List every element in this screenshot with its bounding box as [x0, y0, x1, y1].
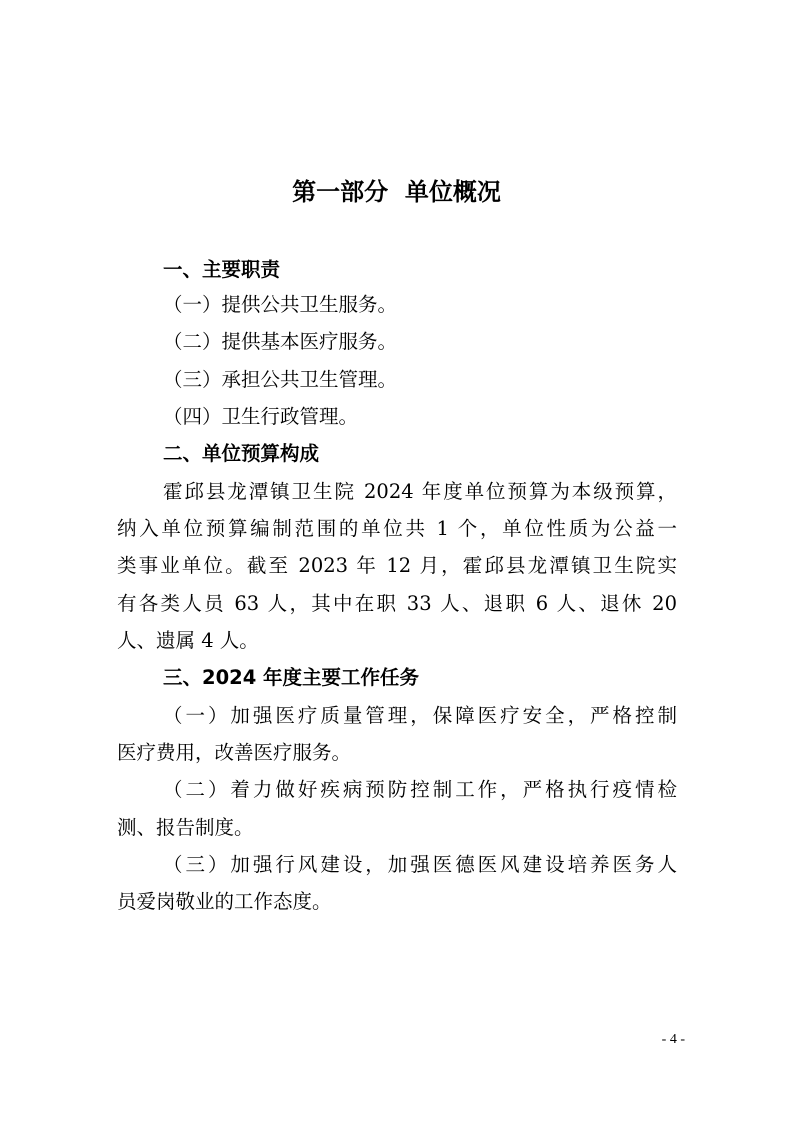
- task-paragraph-line: 医疗费用，改善医疗服务。: [117, 741, 352, 764]
- budget-paragraph-line: 类事业单位。截至 2023 年 12 月，霍邱县龙潭镇卫生院实: [117, 554, 677, 577]
- section-heading-budget: 二、单位预算构成: [163, 442, 320, 465]
- task-paragraph-line: 测、报告制度。: [117, 816, 254, 839]
- duty-item: （四）卫生行政管理。: [163, 405, 359, 428]
- task-paragraph-line: （三）加强行风建设，加强医德医风建设培养医务人: [163, 853, 677, 876]
- budget-paragraph-line: 有各类人员 63 人，其中在职 33 人、退职 6 人、退休 20: [117, 592, 677, 615]
- budget-paragraph-line: 霍邱县龙潭镇卫生院 2024 年度单位预算为本级预算，: [163, 480, 677, 503]
- section-heading-tasks: 三、2024 年度主要工作任务: [163, 666, 420, 689]
- task-paragraph-line: （二）着力做好疾病预防控制工作，严格执行疫情检: [163, 778, 677, 801]
- page-number: - 4 -: [661, 1032, 685, 1047]
- task-paragraph-line: 员爱岗敬业的工作态度。: [117, 890, 332, 913]
- duty-item: （三）承担公共卫生管理。: [163, 368, 398, 391]
- section-heading-duties: 一、主要职责: [163, 258, 281, 281]
- duty-item: （一）提供公共卫生服务。: [163, 293, 398, 316]
- page-title: 第一部分 单位概况: [292, 178, 501, 206]
- budget-paragraph-line: 纳入单位预算编制范围的单位共 1 个，单位性质为公益一: [117, 517, 677, 540]
- duty-item: （二）提供基本医疗服务。: [163, 330, 398, 353]
- task-paragraph-line: （一）加强医疗质量管理，保障医疗安全，严格控制: [163, 704, 677, 727]
- budget-paragraph-line: 人、遗属 4 人。: [117, 629, 259, 652]
